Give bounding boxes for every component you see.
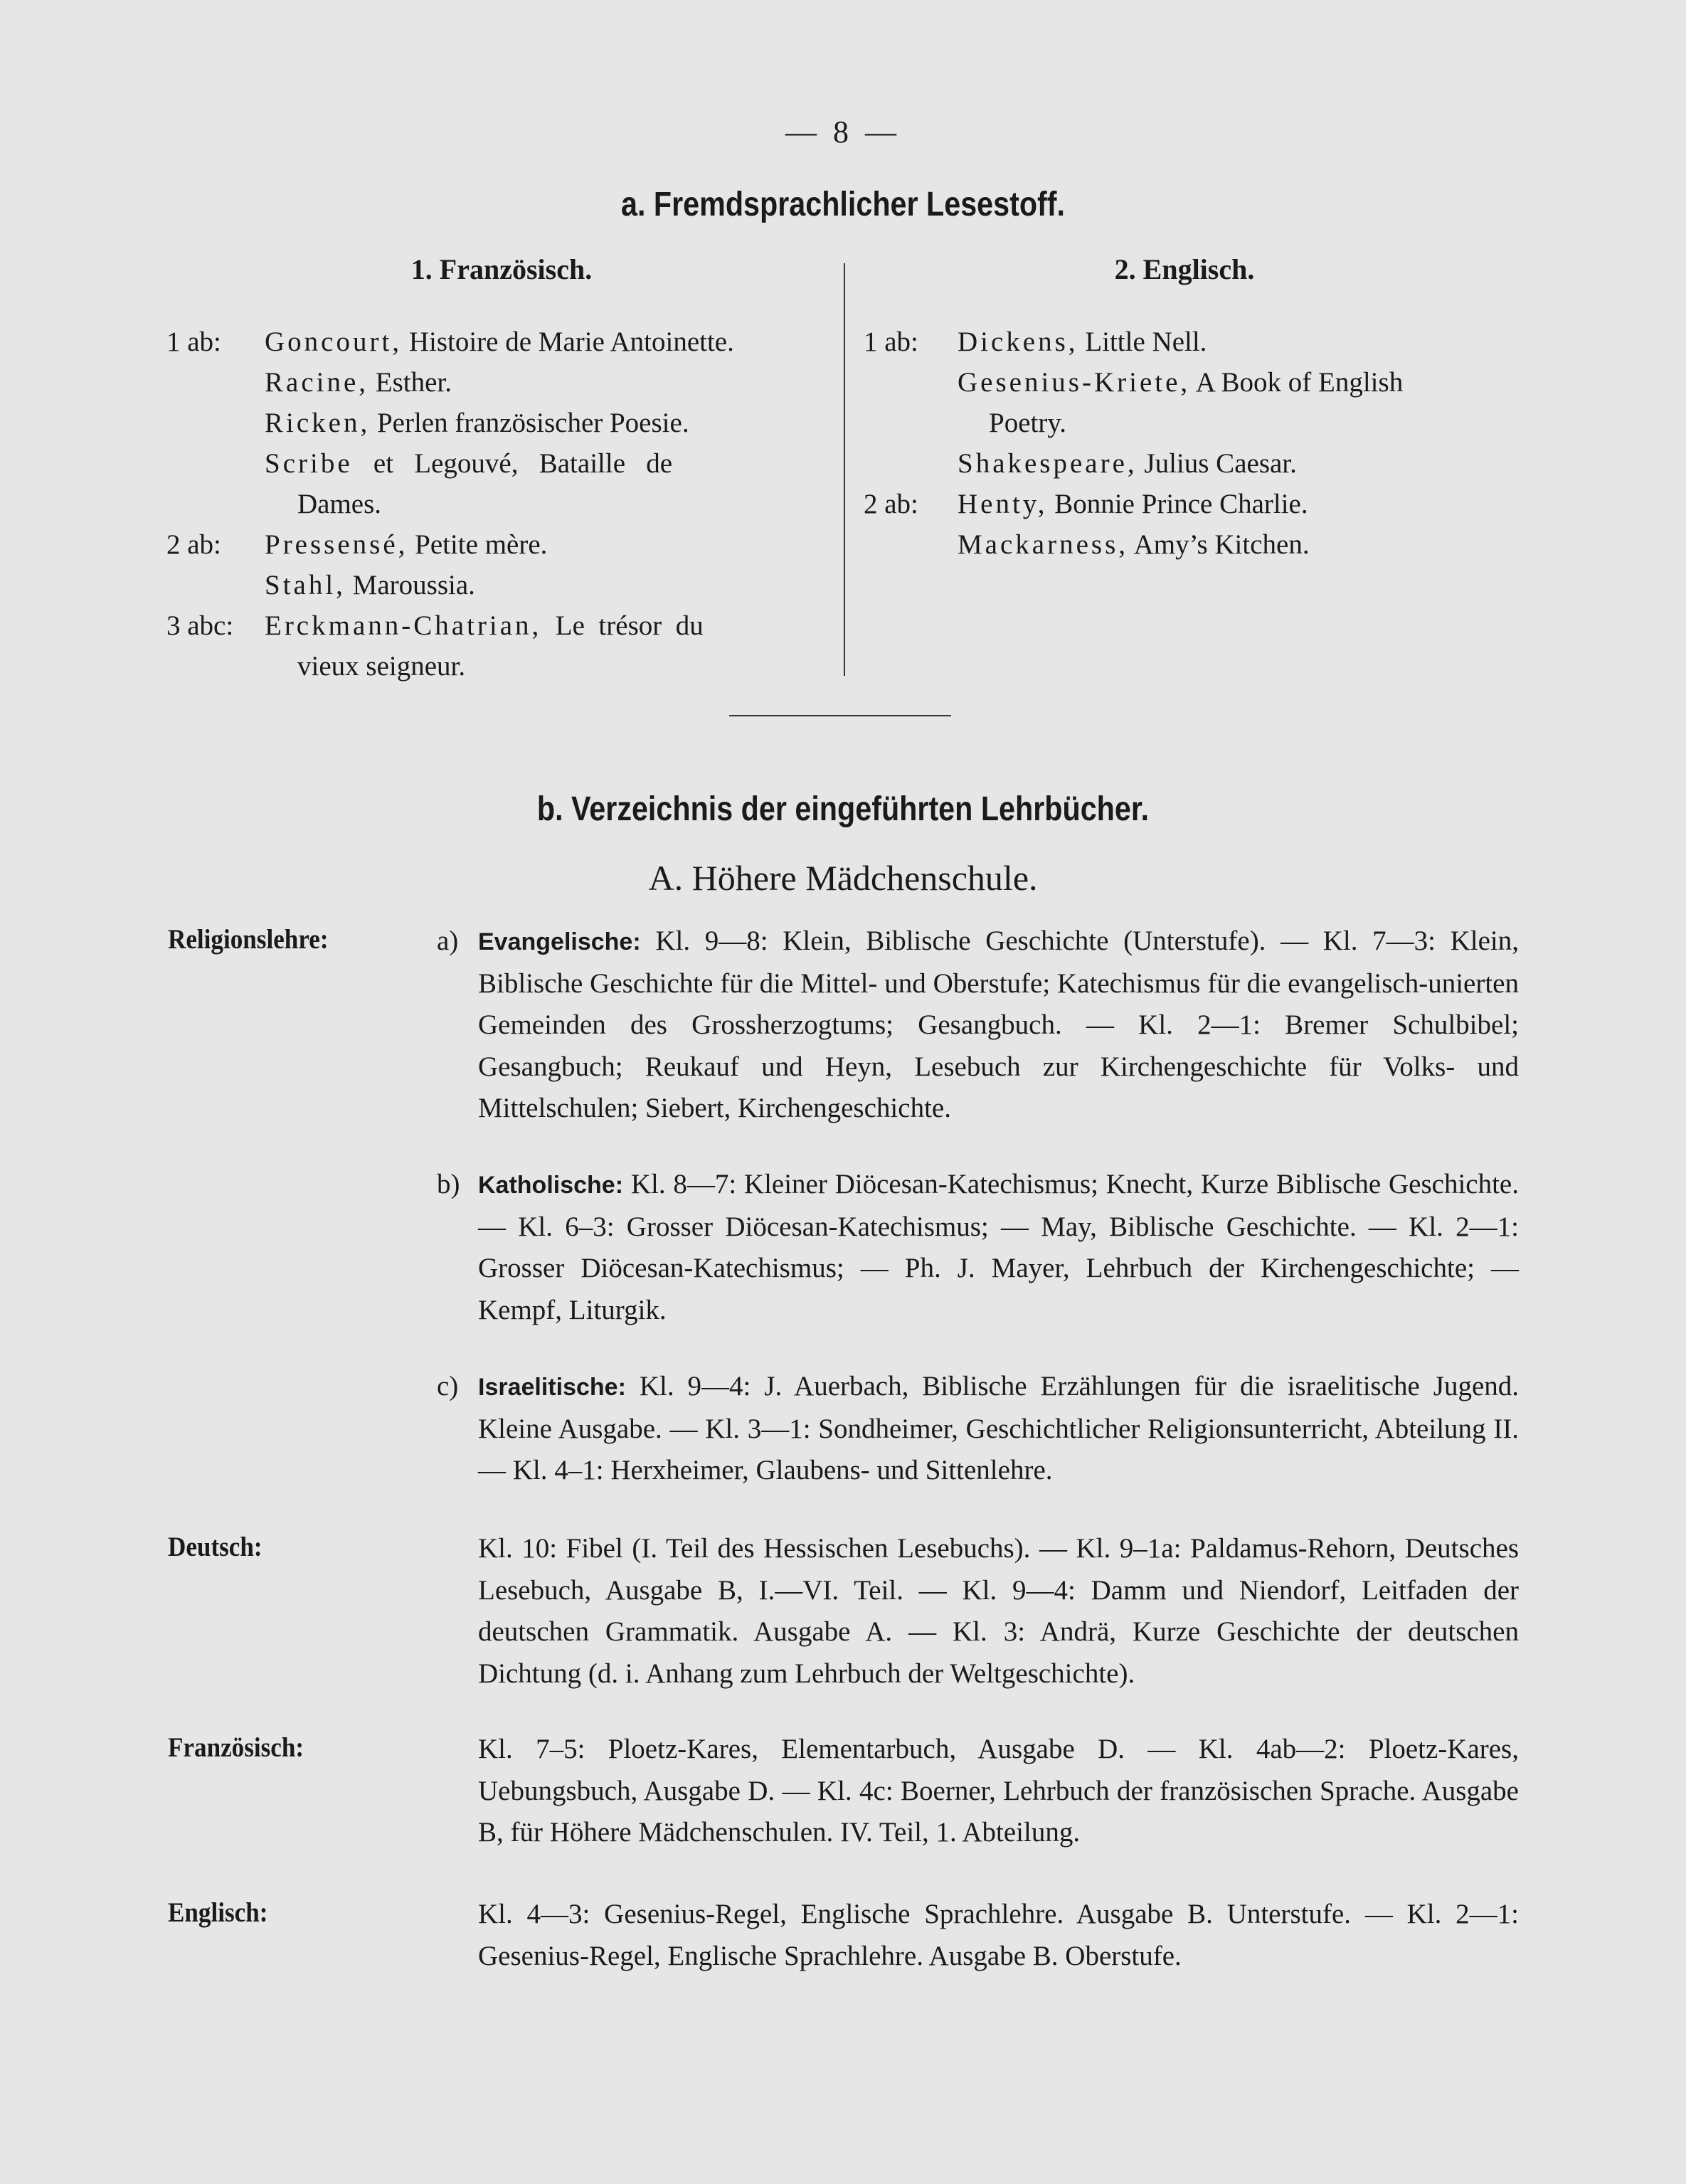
french-title: Dames.	[297, 489, 382, 519]
israelite-text: Kl. 9—4: J. Auerbach, Biblische Erzählungen für die israelitische Jugend. Kleine Ausgabe. — Kl. 3—1: Sondheimer, Geschichtlicher Religionsunterricht, Abteilung II. — Kl. 4–1: Herxheimer, Glaubens- und Sittenlehre.	[478, 1371, 1520, 1485]
franzoesisch-label: Französisch:	[168, 1732, 304, 1763]
french-title: Perlen französischer Poesie.	[370, 408, 689, 438]
english-author: Gesenius-Kriete,	[958, 367, 1191, 398]
french-class-label: 1 ab:	[166, 327, 221, 357]
deutsch-entry: Kl. 10: Fibel (I. Teil des Hessischen Lesebuchs). — Kl. 9–1a: Paldamus-Rehorn, Deutsches Lesebuch, Ausgabe B, I.—VI. Teil. — Kl. 9—4: Damm und Niendorf, Leitfaden der deutschen Grammatik. Ausgabe A. — Kl. 3: Andrä, Kurze Geschichte der deutschen Dichtung (d. i. Anhang zum Lehrbuch der Weltgeschichte).	[478, 1533, 1519, 1689]
catholic-label: Katholische:	[478, 1172, 624, 1199]
french-heading: 1. Französisch.	[410, 253, 593, 285]
catholic-text: Kl. 8—7: Kleiner Diöcesan-Katechismus; Knecht, Kurze Biblische Geschichte. — Kl. 6–3: Grosser Diöcesan-Katechismus; — May, Biblische Geschichte. — Kl. 2—1: Grosser Diöcesan-Katechismus; — Ph. J. Mayer, Lehrbuch der Kirchengeschichte; — Kempf, Liturgik.	[478, 1169, 1519, 1325]
english-author: Mackarness,	[958, 529, 1129, 560]
column-divider	[844, 263, 845, 676]
french-entry-line	[265, 565, 475, 605]
french-entry-line	[265, 524, 547, 565]
english-author: Dickens,	[958, 327, 1078, 357]
french-title: Histoire de Marie Antoinette.	[402, 327, 734, 357]
englisch-entry: Kl. 4—3: Gesenius-Regel, Englische Sprachlehre. Ausgabe B. Unterstufe. — Kl. 2—1: Gesenius-Regel, Englische Sprachlehre. Ausgabe B. Oberstufe.	[478, 1899, 1519, 1971]
english-author: Henty,	[958, 489, 1048, 519]
english-entry-line	[958, 484, 1308, 524]
evangelical-label: Evangelische:	[478, 928, 641, 955]
english-title: Julius Caesar.	[1137, 448, 1297, 479]
french-author: Scribe	[265, 448, 353, 479]
french-title: vieux seigneur.	[297, 651, 466, 682]
franzoesisch-entry: Kl. 7–5: Ploetz-Kares, Elementarbuch, Ausgabe D. — Kl. 4ab—2: Ploetz-Kares, Uebungsbuch, Ausgabe D. — Kl. 4c: Boerner, Lehrbuch der französischen Sprache. Ausgabe B, für Höhere Mädchenschulen. IV. Teil, 1. Abteilung.	[478, 1734, 1519, 1848]
french-author: Goncourt,	[265, 327, 403, 357]
religion-label: Religionslehre:	[168, 924, 329, 955]
french-entry-line	[297, 484, 381, 524]
french-entry-line	[265, 443, 672, 484]
french-entry-line	[265, 322, 734, 362]
english-title: Little Nell.	[1078, 327, 1207, 357]
religion-b-letter: b)	[437, 1169, 460, 1199]
englisch-label: Englisch:	[168, 1897, 268, 1928]
deutsch-label: Deutsch:	[168, 1532, 263, 1562]
religion-c-letter: c)	[437, 1371, 459, 1401]
french-title: Le trésor du	[541, 610, 704, 641]
french-author: Ricken,	[265, 408, 371, 438]
page-number: — 8 —	[785, 115, 901, 149]
english-title: Bonnie Prince Charlie.	[1047, 489, 1308, 519]
french-title: Maroussia.	[345, 570, 475, 600]
french-entry-line	[297, 646, 465, 687]
section-b-title: b. Verzeichnis der eingeführten Lehrbücher.	[536, 790, 1150, 828]
english-entry-line	[958, 362, 1403, 403]
french-author: Erckmann-Chatrian,	[265, 610, 542, 641]
english-heading: 2. Englisch.	[1114, 253, 1255, 285]
english-class-label: 1 ab:	[864, 327, 918, 357]
english-author: Shakespeare,	[958, 448, 1138, 479]
french-entry-line	[265, 403, 689, 443]
french-author: Pressensé,	[265, 529, 408, 560]
french-entry-line	[265, 362, 452, 403]
school-subtitle: A. Höhere Mädchenschule.	[648, 858, 1038, 898]
french-author: Stahl,	[265, 570, 346, 600]
english-entry-line	[989, 403, 1066, 443]
section-a-title: a. Fremdsprachlicher Lesestoff.	[620, 186, 1065, 223]
religion-catholic-entry	[478, 1164, 1519, 1331]
english-title: Amy’s Kitchen.	[1128, 529, 1310, 560]
english-entry-line	[958, 443, 1297, 484]
french-title: Esther.	[369, 367, 452, 398]
religion-a-letter: a)	[437, 926, 459, 956]
french-author: Racine,	[265, 367, 369, 398]
israelite-label: Israelitische:	[478, 1374, 626, 1401]
english-title: Poetry.	[989, 408, 1067, 438]
french-class-label: 3 abc:	[166, 610, 234, 641]
evangelical-text: Kl. 9—8: Klein, Biblische Geschichte (Unterstufe). — Kl. 7—3: Klein, Biblische Geschichte für die Mittel- und Oberstufe; Katechismus für die evangelisch-unierten Gemeinden des Grossherzogtums; Gesangbuch. — Kl. 2—1: Bremer Schulbibel; Gesangbuch; Reukauf und Heyn, Lesebuch zur Kirchengeschichte für Volks- und Mittelschulen; Siebert, Kirchengeschichte.	[478, 926, 1519, 1123]
french-entry-line	[265, 605, 704, 646]
french-title: et Legouvé, Bataille de	[352, 448, 673, 479]
english-entry-line	[958, 322, 1207, 362]
english-class-label: 2 ab:	[864, 489, 918, 519]
french-class-label: 2 ab:	[166, 529, 221, 560]
religion-evangelical-entry	[478, 921, 1519, 1130]
english-entry-line	[958, 524, 1310, 565]
french-title: Petite mère.	[408, 529, 548, 560]
english-title: A Book of English	[1190, 367, 1404, 398]
religion-israelite-entry	[478, 1366, 1519, 1492]
section-divider	[729, 715, 951, 716]
